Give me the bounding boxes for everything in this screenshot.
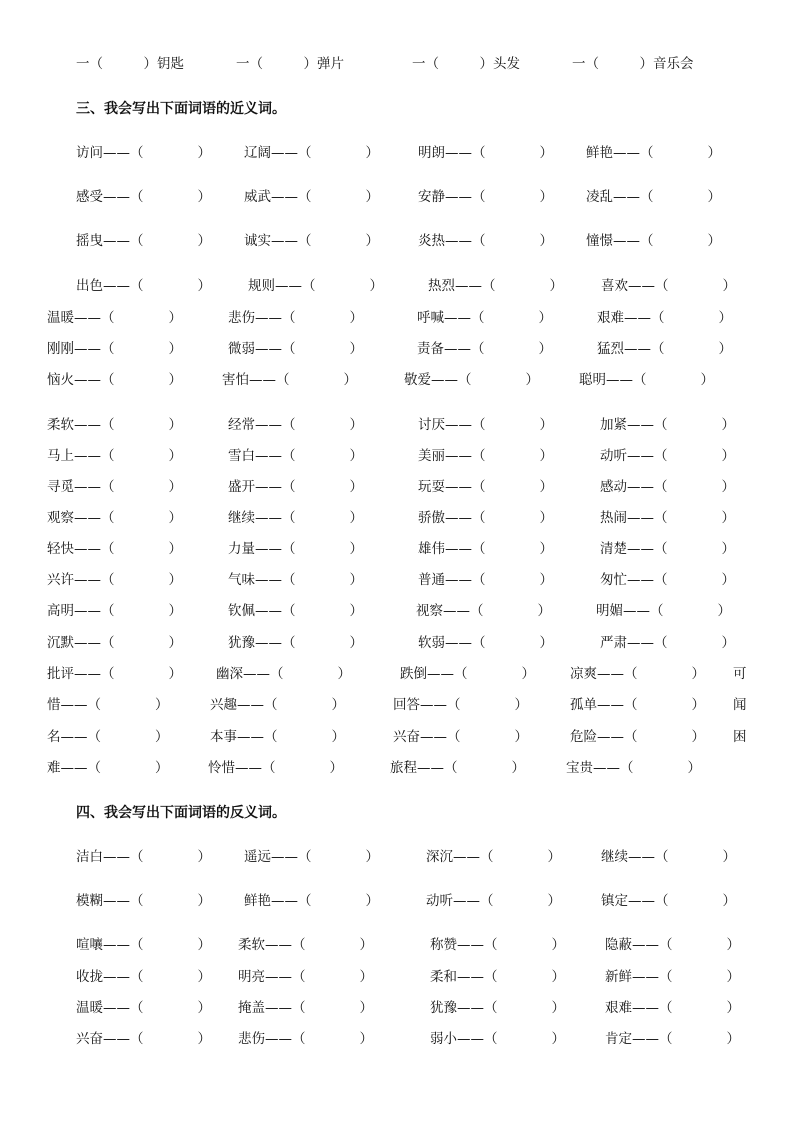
- synonym-row: [0, 276, 794, 296]
- word-blank-item: 柔软——（ ）: [238, 937, 373, 953]
- word-blank-item: 视察——（ ）: [416, 603, 551, 619]
- synonym-row: [0, 415, 794, 435]
- word-blank-item: 呼喊——（ ）: [417, 310, 552, 326]
- word-blank-item: 感动——（ ）: [600, 479, 735, 495]
- word-blank-item: 本事——（ ）: [210, 729, 345, 745]
- word-blank-item: 鲜艳——（ ）: [244, 893, 379, 909]
- antonym-row: [0, 1029, 794, 1049]
- word-blank-item: 遥远——（ ）: [244, 849, 379, 865]
- word-blank-item: 批评——（ ）: [47, 666, 182, 682]
- word-blank-item: 困: [733, 729, 747, 745]
- synonym-row: [0, 758, 794, 778]
- word-blank-item: 盛开——（ ）: [228, 479, 363, 495]
- word-blank-item: 普通——（ ）: [418, 572, 553, 588]
- word-blank-item: 憧憬——（ ）: [586, 233, 721, 249]
- word-blank-item: 孤单——（ ）: [570, 697, 705, 713]
- word-blank-item: 继续——（ ）: [228, 510, 363, 526]
- word-blank-item: 可: [733, 666, 747, 682]
- synonym-row: [0, 727, 794, 747]
- word-blank-item: 兴许——（ ）: [47, 572, 182, 588]
- word-blank-item: 高明——（ ）: [47, 603, 182, 619]
- section-3-title: 三、我会写出下面词语的近义词。: [76, 101, 286, 117]
- antonym-row: [0, 935, 794, 955]
- word-blank-item: 经常——（ ）: [228, 417, 363, 433]
- word-blank-item: 动听——（ ）: [600, 448, 735, 464]
- word-blank-item: 清楚——（ ）: [600, 541, 735, 557]
- word-blank-item: 艰难——（ ）: [597, 310, 732, 326]
- word-blank-item: 出色——（ ）: [76, 278, 211, 294]
- blank-item: 一（ ）钥匙: [76, 56, 184, 72]
- word-blank-item: 凉爽——（ ）: [570, 666, 705, 682]
- antonym-row: [0, 891, 794, 911]
- word-blank-item: 喜欢——（ ）: [601, 278, 736, 294]
- word-blank-item: 明亮——（ ）: [238, 969, 373, 985]
- synonym-row: [0, 601, 794, 621]
- word-blank-item: 严肃——（ ）: [600, 635, 735, 651]
- word-blank-item: 钦佩——（ ）: [228, 603, 363, 619]
- word-blank-item: 责备——（ ）: [417, 341, 552, 357]
- word-blank-item: 怜惜——（ ）: [208, 760, 343, 776]
- word-blank-item: 沉默——（ ）: [47, 635, 182, 651]
- word-blank-item: 安静——（ ）: [418, 189, 553, 205]
- antonym-row: [0, 967, 794, 987]
- word-blank-item: 深沉——（ ）: [426, 849, 561, 865]
- synonym-row: [0, 695, 794, 715]
- word-blank-item: 宝贵——（ ）: [566, 760, 701, 776]
- synonym-row: [0, 370, 794, 390]
- word-blank-item: 幽深——（ ）: [216, 666, 351, 682]
- synonym-row: [0, 570, 794, 590]
- word-blank-item: 微弱——（ ）: [228, 341, 363, 357]
- word-blank-item: 加紧——（ ）: [600, 417, 735, 433]
- word-blank-item: 掩盖——（ ）: [238, 1000, 373, 1016]
- synonym-row: [0, 664, 794, 684]
- word-blank-item: 称赞——（ ）: [430, 937, 565, 953]
- word-blank-item: 热烈——（ ）: [428, 278, 563, 294]
- word-blank-item: 兴趣——（ ）: [210, 697, 345, 713]
- word-blank-item: 匆忙——（ ）: [600, 572, 735, 588]
- word-blank-item: 悲伤——（ ）: [238, 1031, 373, 1047]
- word-blank-item: 继续——（ ）: [601, 849, 736, 865]
- word-blank-item: 洁白——（ ）: [76, 849, 211, 865]
- word-blank-item: 犹豫——（ ）: [430, 1000, 565, 1016]
- word-blank-item: 明媚——（ ）: [596, 603, 731, 619]
- word-blank-item: 柔和——（ ）: [430, 969, 565, 985]
- word-blank-item: 玩耍——（ ）: [418, 479, 553, 495]
- word-blank-item: 轻快——（ ）: [47, 541, 182, 557]
- word-blank-item: 回答——（ ）: [393, 697, 528, 713]
- word-blank-item: 雄伟——（ ）: [418, 541, 553, 557]
- synonym-row: [0, 231, 794, 251]
- word-blank-item: 惜——（ ）: [47, 697, 169, 713]
- word-blank-item: 危险——（ ）: [570, 729, 705, 745]
- synonym-row: [0, 539, 794, 559]
- synonym-row: [0, 339, 794, 359]
- word-blank-item: 柔软——（ ）: [47, 417, 182, 433]
- word-blank-item: 收拢——（ ）: [76, 969, 211, 985]
- word-blank-item: 鲜艳——（ ）: [586, 145, 721, 161]
- word-blank-item: 讨厌——（ ）: [418, 417, 553, 433]
- word-blank-item: 悲伤——（ ）: [228, 310, 363, 326]
- word-blank-item: 雪白——（ ）: [228, 448, 363, 464]
- word-blank-item: 明朗——（ ）: [418, 145, 553, 161]
- word-blank-item: 兴奋——（ ）: [393, 729, 528, 745]
- synonym-row: [0, 633, 794, 653]
- word-blank-item: 肯定——（ ）: [605, 1031, 740, 1047]
- word-blank-item: 摇曳——（ ）: [76, 233, 211, 249]
- word-blank-item: 规则——（ ）: [248, 278, 383, 294]
- word-blank-item: 威武——（ ）: [244, 189, 379, 205]
- word-blank-item: 动听——（ ）: [426, 893, 561, 909]
- word-blank-item: 马上——（ ）: [47, 448, 182, 464]
- word-blank-item: 凌乱——（ ）: [586, 189, 721, 205]
- word-blank-item: 模糊——（ ）: [76, 893, 211, 909]
- measure-word-row: [0, 54, 794, 74]
- blank-item: 一（ ）头发: [412, 56, 520, 72]
- word-blank-item: 猛烈——（ ）: [597, 341, 732, 357]
- synonym-row: [0, 187, 794, 207]
- antonym-row: [0, 998, 794, 1018]
- word-blank-item: 温暖——（ ）: [76, 1000, 211, 1016]
- word-blank-item: 新鲜——（ ）: [605, 969, 740, 985]
- word-blank-item: 名——（ ）: [47, 729, 169, 745]
- word-blank-item: 寻觅——（ ）: [47, 479, 182, 495]
- word-blank-item: 观察——（ ）: [47, 510, 182, 526]
- word-blank-item: 恼火——（ ）: [47, 372, 182, 388]
- word-blank-item: 辽阔——（ ）: [244, 145, 379, 161]
- word-blank-item: 弱小——（ ）: [430, 1031, 565, 1047]
- word-blank-item: 炎热——（ ）: [418, 233, 553, 249]
- word-blank-item: 犹豫——（ ）: [228, 635, 363, 651]
- word-blank-item: 访问——（ ）: [76, 145, 211, 161]
- synonym-row: [0, 508, 794, 528]
- blank-item: 一（ ）音乐会: [572, 56, 694, 72]
- word-blank-item: 骄傲——（ ）: [418, 510, 553, 526]
- word-blank-item: 聪明——（ ）: [579, 372, 714, 388]
- word-blank-item: 气味——（ ）: [228, 572, 363, 588]
- word-blank-item: 隐蔽——（ ）: [605, 937, 740, 953]
- word-blank-item: 诚实——（ ）: [244, 233, 379, 249]
- word-blank-item: 难——（ ）: [47, 760, 169, 776]
- word-blank-item: 软弱——（ ）: [418, 635, 553, 651]
- word-blank-item: 刚刚——（ ）: [47, 341, 182, 357]
- section-4-title: 四、我会写出下面词语的反义词。: [76, 805, 286, 821]
- word-blank-item: 旅程——（ ）: [390, 760, 525, 776]
- word-blank-item: 喧嚷——（ ）: [76, 937, 211, 953]
- word-blank-item: 兴奋——（ ）: [76, 1031, 211, 1047]
- word-blank-item: 热闹——（ ）: [600, 510, 735, 526]
- synonym-row: [0, 143, 794, 163]
- word-blank-item: 闻: [733, 697, 747, 713]
- word-blank-item: 跌倒——（ ）: [400, 666, 535, 682]
- synonym-row: [0, 477, 794, 497]
- word-blank-item: 害怕——（ ）: [222, 372, 357, 388]
- antonym-row: [0, 847, 794, 867]
- word-blank-item: 美丽——（ ）: [418, 448, 553, 464]
- word-blank-item: 温暖——（ ）: [47, 310, 182, 326]
- blank-item: 一（ ）弹片: [236, 56, 344, 72]
- word-blank-item: 感受——（ ）: [76, 189, 211, 205]
- word-blank-item: 敬爱——（ ）: [404, 372, 539, 388]
- synonym-row: [0, 446, 794, 466]
- word-blank-item: 镇定——（ ）: [601, 893, 736, 909]
- word-blank-item: 艰难——（ ）: [605, 1000, 740, 1016]
- synonym-row: [0, 308, 794, 328]
- word-blank-item: 力量——（ ）: [228, 541, 363, 557]
